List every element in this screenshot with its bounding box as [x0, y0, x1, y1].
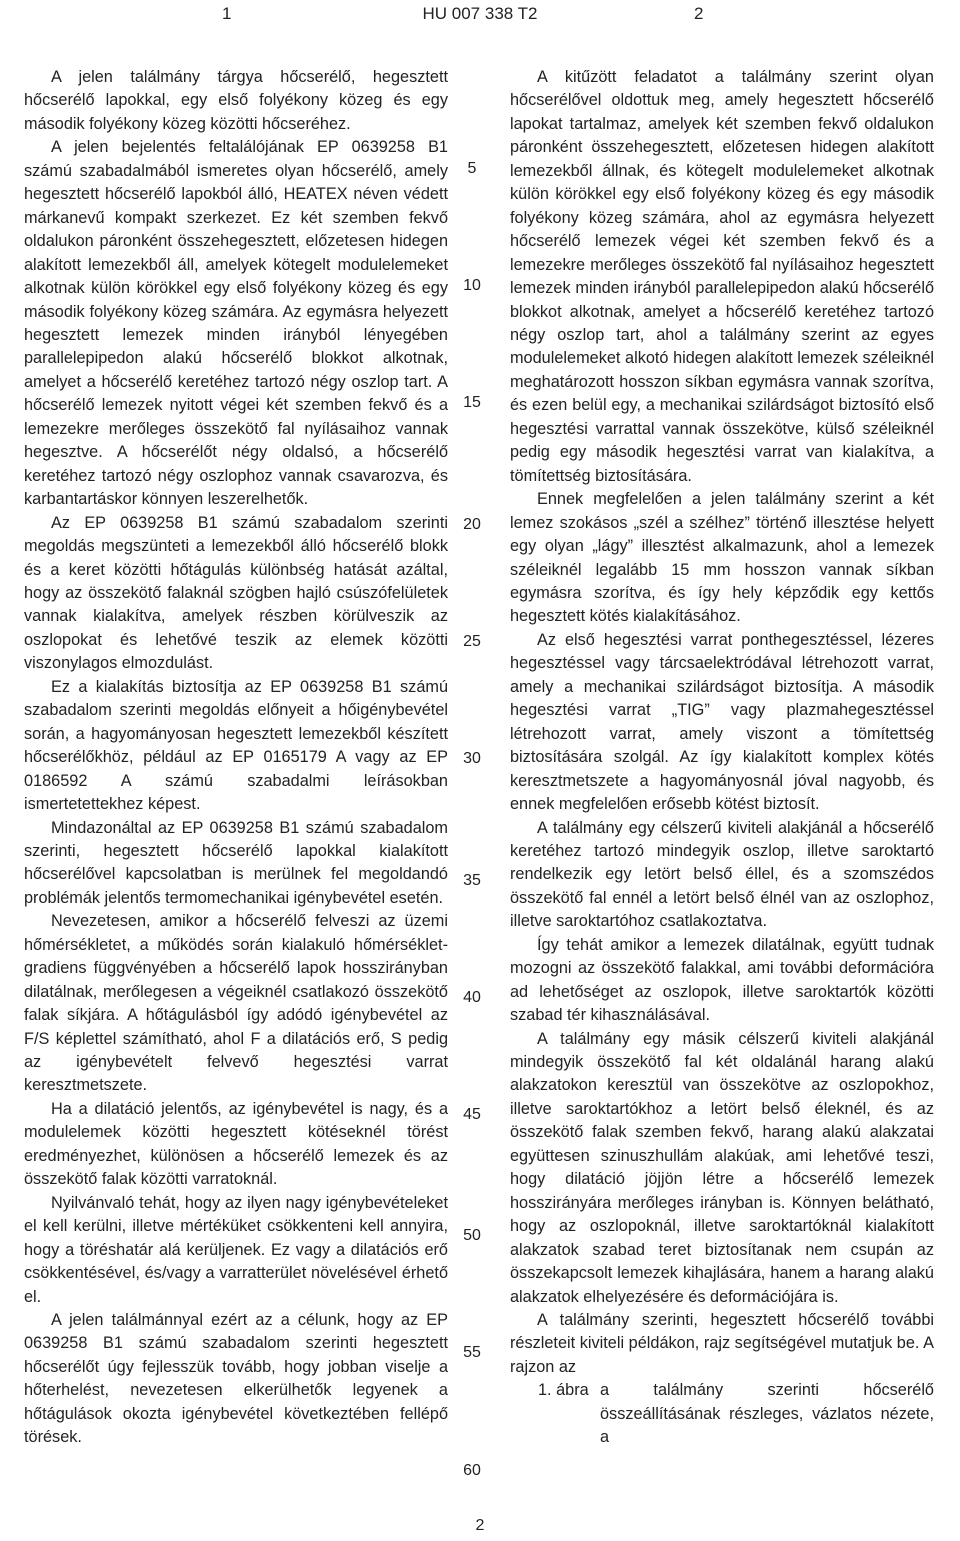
line-number: 20	[463, 516, 481, 533]
paragraph: A jelen bejelentés feltalálójának EP 0639258 B1 számú szabadalmából ismeretes olyan hőcserélő, amely hegesztett hőcserélő lapokból álló, HEATEX néven védett márkanevű kompakt szerkezet. Ez két szemben fekvő oldalukon páronként összehegesztett, előzetesen hidegen alakított lemezekből áll, amelyek kötegelt modulelemeket alkotnak külön körökkel egy első folyékony közeg és egy második folyékony közeg számára. Az egymásra helyezett hegesztett lemezek minden irányból lényegében parallelepipedon alakú hőcserélő blokkot alkotnak, amelyet a hőcserélő keretéhez tartozó négy oszlop tart. A hőcserélő lemezek nyitott végei két szemben fekvő és a lemezekre merőleges összekötő fal nyílásaihoz vannak hegesztve. A hőcserélőt négy oldalsó, a hőcserélő keretéhez tartozó négy oszlophoz vannak csavarozva, és karbantartáskor könnyen leszerelhetők.	[24, 138, 448, 509]
line-number: 10	[463, 277, 481, 294]
line-number: 30	[463, 750, 481, 767]
paragraph: Nevezetesen, amikor a hőcserélő felveszi az üzemi hőmérsékletet, a működés során kialakuló hőmérséklet-gradiens függvényében a hőcserélő lapok hosszirányban dilatálnak, merőlegesen a végeiknél csatlakozó összekötő falak síkjára. A hőtágulásból így adódó igénybevétel az F/S képlettel számítható, ahol F a dilatációs erő, S pedig az igénybevételt felvevő hegesztési varrat keresztmetszete.	[24, 912, 448, 1095]
line-number: 55	[463, 1344, 481, 1361]
line-number: 40	[463, 989, 481, 1006]
left-column	[24, 66, 448, 1450]
paragraph: Ha a dilatáció jelentős, az igénybevétel is nagy, és a modulelemek közötti hegesztett kötéseknél törést eredményezhet, különösen a hőcserélő lemezek és az összekötő falak közötti varratoknál.	[24, 1099, 448, 1189]
paragraph: A találmány egy célszerű kiviteli alakjánál a hőcserélő keretéhez tartozó mindegyik oszlop, illetve saroktartó rendelkezik egy letört belső éllel, és a szomszédos összekötő fal ennél a letört belső élnél van az oszlophoz, illetve saroktartóhoz csatlakoztatva.	[510, 818, 934, 931]
figure-list-item	[510, 1379, 934, 1449]
line-number: 45	[463, 1106, 481, 1123]
figure-list-label: 1. ábra	[538, 1381, 589, 1400]
header-page-right: 2	[694, 4, 704, 23]
footer-page-number: 2	[475, 1517, 485, 1534]
line-number: 35	[463, 872, 481, 889]
paragraph: Az EP 0639258 B1 számú szabadalom szerinti megoldás megszünteti a lemezekből álló hőcserélő blokk és a keret közötti hőtágulás különbség hatását azáltal, hogy az összekötő falaknál szögben hajló csúszófelületek vannak kialakítva, amelyek részben körülveszik az oszlopokat és lehetővé teszik az elemek közötti viszonylagos elmozdulást.	[24, 513, 448, 673]
header-document-id: HU 007 338 T2	[422, 4, 538, 23]
figure-list-text: a találmány szerinti hőcserélő összeállításának részleges, vázlatos nézete, a	[600, 1381, 934, 1447]
header-page-left: 1	[222, 4, 232, 23]
paragraph: A kitűzött feladatot a találmány szerint olyan hőcserélővel oldottuk meg, amely hegesztett hőcserélő lapokat tartalmaz, amelyek két szemben fekvő oldalukon páronként összehegesztett, előzetesen hidegen alakított lemezekből állnak, és kötegelt modulelemeket alkotnak külön körökkel egy első folyékony közeg és egy második folyékony közeg számára, ahol az egymásra helyezett hőcserélő lemezek végei két szemben fekvő és a lemezekre merőleges összekötő fal nyílásaihoz hegesztett lemezek minden irányból parallelepipedon alakú hőcserélő blokkot alkotnak, amelyet a hőcserélő keretéhez tartozó négy oszlop tart, ahol a találmány szerint az egyes modulelemeket alkotó hidegen alakított lemezek széleiknél meghatározott hosszon síkban egymásra vannak szorítva, és ezen belül egy, a mechanikai szilárdságot biztosító első hegesztési varrattal vannak összekötve, külső széleiknél pedig egy második hegesztési varrat van kialakítva, a tömítettség biztosítására.	[510, 68, 934, 485]
line-number: 15	[463, 394, 481, 411]
paragraph: Ennek megfelelően a jelen találmány szerint a két lemez szokásos „szél a szélhez” történő illesztése helyett egy olyan „lágy” illesztést alkalmazunk, ahol a lemezek széleiknél legalább 15 mm hosszon vannak síkban egymásra szorítva, és így hely képződik egy kettős hegesztett kötés kialakításához.	[510, 490, 934, 626]
line-number: 5	[467, 160, 477, 177]
line-number: 25	[463, 633, 481, 650]
right-column	[510, 66, 934, 1450]
paragraph: Az első hegesztési varrat ponthegesztéssel, lézeres hegesztéssel vagy tárcsaelektródával létrehozott varrat, amely a mechanikai szilárdságot biztosítja. A második hegesztési varrat „TIG” vagy plazmahegesztéssel létrehozott varrat, amely viszont a tömítettség biztosítására szolgál. Az így kialakított komplex kötés keresztmetszete a hagyományosnál jóval nagyobb, és ennek megfelelően erősebb kötést biztosít.	[510, 630, 934, 814]
paragraph: A jelen találmány tárgya hőcserélő, hegesztett hőcserélő lapokkal, egy első folyékony közeg és egy második folyékony közeg közötti hőcseréhez.	[24, 68, 448, 133]
paragraph: Mindazonáltal az EP 0639258 B1 számú szabadalom szerinti, hegesztett hőcserélő lapokkal kialakított hőcserélővel kapcsolatban is merülnek fel megoldandó problémák jelentős termomechanikai igénybevétel esetén.	[24, 818, 448, 907]
paragraph: A találmány szerinti, hegesztett hőcserélő további részleteit kiviteli példákon, rajz segítségével mutatjuk be. A rajzon az	[510, 1311, 934, 1376]
paragraph: A jelen találmánnyal ezért az a célunk, hogy az EP 0639258 B1 számú szabadalom szerinti hegesztett hőcserélőt úgy fejlesszük tovább, hogy jobban viselje a hőterhelést, nevezetesen elkerülhetők legyenek a hőtágulások okozta igénybevétel következtében fellépő törések.	[24, 1311, 448, 1447]
line-number: 50	[463, 1227, 481, 1244]
paragraph: A találmány egy másik célszerű kiviteli alakjánál mindegyik összekötő fal két oldalánál harang alakú alakzatokon keresztül van összekötve az oszlopokhoz, illetve saroktartókhoz a letört belső éleknél, és az összekötő falak szemben fekvő, harang alakú alakzatai együttesen szinuszhullám alakúak, ami lehetővé teszi, hogy dilatáció jöjjön létre a hőcserélő lemezek hosszirányára merőleges irányban is. Könnyen belátható, hogy az oszlopoknál, illetve saroktartóknál kialakított alakzatok szabad teret biztosítanak nem csupán az összekapcsolt lemezek kihajlására, hanem a harang alakú alakzatok elhelyezésére és deformációjára is.	[510, 1029, 934, 1306]
paragraph: Így tehát amikor a lemezek dilatálnak, együtt tudnak mozogni az összekötő falakkal, ami további deformációra ad lehetőséget az oszlopok, illetve saroktartók közötti szabad tér kihasználásával.	[510, 935, 934, 1025]
line-number: 60	[463, 1462, 481, 1479]
paragraph: Ez a kialakítás biztosítja az EP 0639258 B1 számú szabadalom szerinti megoldás előnyeit a hőigénybevétel során, a hagyományosan hegesztett lemezekből készített hőcserélőkhöz, például az EP 0165179 A vagy az EP 0186592 A számú szabadalmi leírásokban ismertetettekhez képest.	[24, 677, 448, 814]
paragraph: Nyilvánvaló tehát, hogy az ilyen nagy igénybevételeket el kell kerülni, illetve mértéküket csökkenteni kell annyira, hogy a töréshatár alá kerüljenek. Ez vagy a dilatációs erő csökkentésével, és/vagy a varratterület növelésével érhető el.	[24, 1193, 448, 1306]
